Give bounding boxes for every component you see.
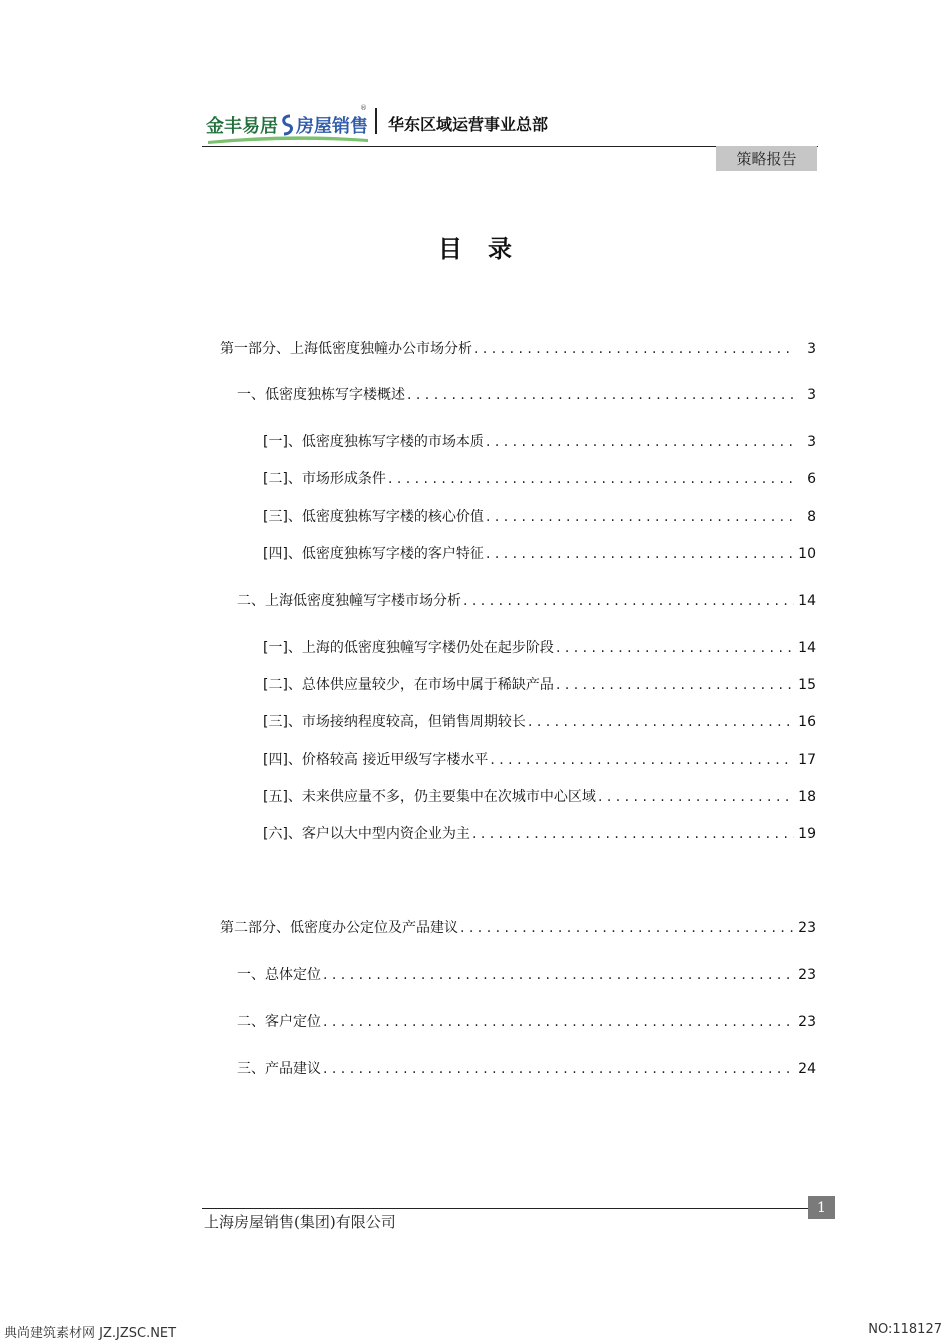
toc-entry[interactable] xyxy=(237,1011,816,1033)
watermark-site: 典尚建筑素材网 JZ.JZSC.NET xyxy=(4,1326,177,1341)
toc-entry-label: 二、客户定位 xyxy=(237,1014,321,1030)
logo-swoosh-icon xyxy=(208,135,368,145)
toc-entry[interactable] xyxy=(263,506,816,528)
toc-entry[interactable] xyxy=(237,384,816,406)
toc-entry-page: 14 xyxy=(798,593,816,609)
toc-entry-page: 8 xyxy=(807,509,816,525)
toc-leader xyxy=(486,546,794,562)
watermark-number: NO:118127 xyxy=(868,1322,942,1337)
company-logo xyxy=(206,104,376,144)
toc-entry-page: 19 xyxy=(798,826,816,842)
toc-leader xyxy=(490,752,794,768)
toc-entry[interactable] xyxy=(237,590,816,612)
toc-entry-label: [三]、市场接纳程度较高，但销售周期较长 xyxy=(263,714,526,730)
toc-leader xyxy=(598,789,794,805)
toc-leader xyxy=(472,826,794,842)
document-type-tag: 策略报告 xyxy=(716,146,817,171)
toc-entry-label: 第二部分、低密度办公定位及产品建议 xyxy=(220,920,458,936)
toc-leader xyxy=(474,341,794,357)
toc-entry-label: 第一部分、上海低密度独幢办公市场分析 xyxy=(220,341,472,357)
footer-rule xyxy=(202,1208,808,1209)
header-separator xyxy=(375,108,377,134)
toc-entry[interactable] xyxy=(263,711,816,733)
toc-entry-label: 三、产品建议 xyxy=(237,1061,321,1077)
toc-entry[interactable] xyxy=(220,338,816,360)
toc-entry-page: 16 xyxy=(798,714,816,730)
toc-entry[interactable] xyxy=(263,674,816,696)
page-title: 目录 xyxy=(438,235,538,263)
toc-entry-label: 一、低密度独栋写字楼概述 xyxy=(237,387,405,403)
toc-entry-label: 一、总体定位 xyxy=(237,967,321,983)
toc-leader xyxy=(463,593,794,609)
toc-entry-page: 24 xyxy=(798,1061,816,1077)
toc-entry[interactable] xyxy=(263,468,816,490)
logo-mark-icon xyxy=(280,114,294,136)
toc-entry-label: [五]、未来供应量不多，仍主要集中在次城市中心区域 xyxy=(263,789,596,805)
toc-leader xyxy=(460,920,794,936)
division-name: 华东区域运营事业总部 xyxy=(388,115,549,134)
toc-entry-label: [一]、上海的低密度独幢写字楼仍处在起步阶段 xyxy=(263,640,554,656)
toc-leader xyxy=(556,640,794,656)
registered-mark: ® xyxy=(360,104,367,112)
toc-entry-page: 18 xyxy=(798,789,816,805)
toc-entry-page: 23 xyxy=(798,1014,816,1030)
logo-text-primary: 金丰易居 xyxy=(206,116,278,137)
toc-entry-label: [六]、客户以大中型内资企业为主 xyxy=(263,826,470,842)
page-number: 1 xyxy=(808,1196,835,1219)
toc-leader xyxy=(323,1061,794,1077)
toc-leader xyxy=(556,677,794,693)
toc-leader xyxy=(323,1014,794,1030)
toc-entry[interactable] xyxy=(263,431,816,453)
toc-entry[interactable] xyxy=(237,1058,816,1080)
toc-leader xyxy=(323,967,794,983)
toc-entry-page: 6 xyxy=(807,471,816,487)
toc-entry-page: 15 xyxy=(798,677,816,693)
toc-entry-label: [三]、低密度独栋写字楼的核心价值 xyxy=(263,509,484,525)
toc-entry[interactable] xyxy=(263,823,816,845)
company-name: 上海房屋销售(集团)有限公司 xyxy=(204,1213,396,1231)
toc-entry-label: [一]、低密度独栋写字楼的市场本质 xyxy=(263,434,484,450)
toc-entry[interactable] xyxy=(263,749,816,771)
toc-leader xyxy=(528,714,794,730)
toc-entry-page: 3 xyxy=(807,434,816,450)
toc-entry[interactable] xyxy=(263,786,816,808)
toc-entry[interactable] xyxy=(220,917,816,939)
toc-entry-label: [四]、价格较高 接近甲级写字楼水平 xyxy=(263,752,489,768)
toc-entry-label: [二]、市场形成条件 xyxy=(263,471,386,487)
toc-entry[interactable] xyxy=(263,637,816,659)
toc-entry-page: 23 xyxy=(798,920,816,936)
toc-leader xyxy=(486,434,794,450)
toc-entry-page: 10 xyxy=(798,546,816,562)
toc-leader xyxy=(486,509,794,525)
toc-entry[interactable] xyxy=(263,543,816,565)
toc-entry[interactable] xyxy=(237,964,816,986)
toc-entry-page: 17 xyxy=(798,752,816,768)
toc-entry-page: 3 xyxy=(807,341,816,357)
toc-entry-label: 二、上海低密度独幢写字楼市场分析 xyxy=(237,593,461,609)
toc-leader xyxy=(407,387,794,403)
toc-leader xyxy=(388,471,794,487)
toc-entry-page: 14 xyxy=(798,640,816,656)
toc-entry-label: [二]、总体供应量较少，在市场中属于稀缺产品 xyxy=(263,677,554,693)
logo-text-secondary: 房屋销售 xyxy=(296,116,368,137)
toc-entry-label: [四]、低密度独栋写字楼的客户特征 xyxy=(263,546,484,562)
toc-entry-page: 3 xyxy=(807,387,816,403)
toc-entry-page: 23 xyxy=(798,967,816,983)
